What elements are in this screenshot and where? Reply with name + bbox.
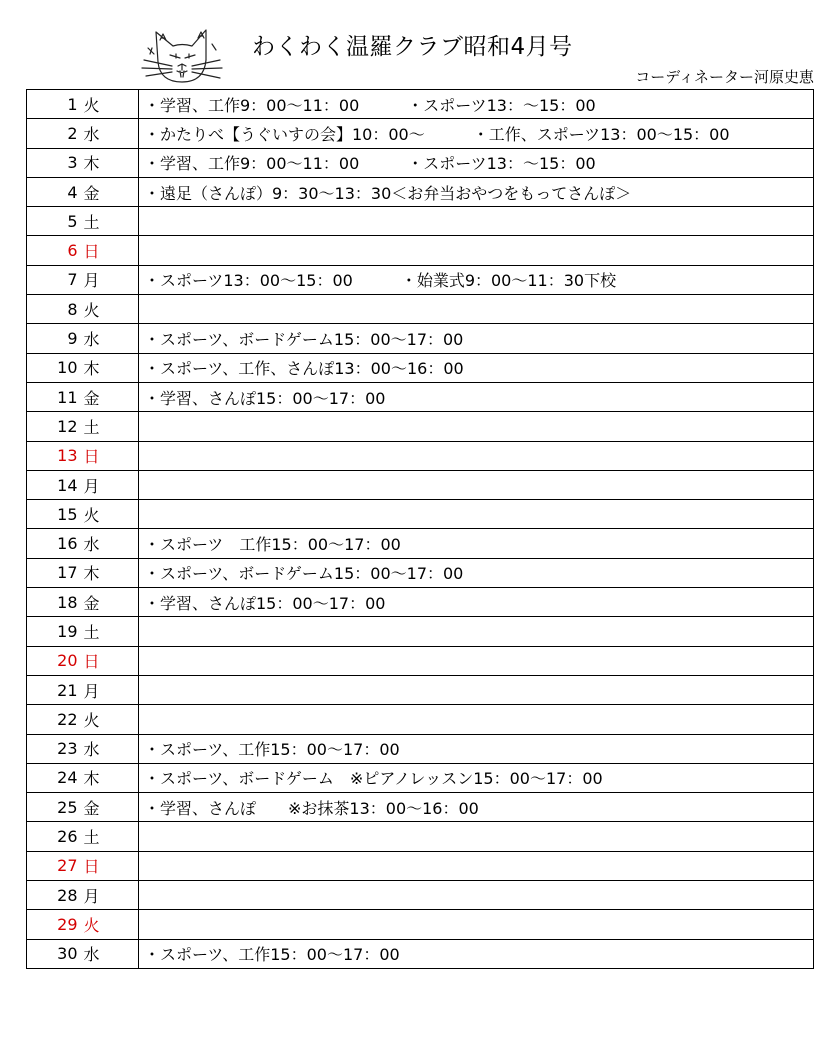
schedule-row [27, 734, 814, 763]
schedule-row [27, 353, 814, 382]
day-number: 18 [27, 588, 81, 617]
schedule-table [26, 89, 814, 969]
day-events [139, 207, 814, 236]
schedule-row [27, 705, 814, 734]
schedule-row [27, 265, 814, 294]
day-events [139, 441, 814, 470]
schedule-row [27, 763, 814, 792]
day-number: 13 [27, 441, 81, 470]
day-events [139, 939, 814, 968]
day-number: 25 [27, 793, 81, 822]
event-item: ・学習、さんぽ15：00～17：00 [144, 593, 386, 613]
day-events [139, 675, 814, 704]
day-of-week: 木 [81, 353, 139, 382]
schedule-row [27, 939, 814, 968]
day-of-week: 日 [81, 646, 139, 675]
schedule-row [27, 910, 814, 939]
day-of-week: 金 [81, 793, 139, 822]
schedule-row [27, 470, 814, 499]
day-of-week: 月 [81, 470, 139, 499]
schedule-row [27, 412, 814, 441]
day-events [139, 382, 814, 411]
event-item: ・スポーツ、ボードゲーム15：00～17：00 [144, 564, 464, 584]
day-number: 14 [27, 470, 81, 499]
day-events [139, 119, 814, 148]
day-number: 5 [27, 207, 81, 236]
day-of-week: 土 [81, 207, 139, 236]
schedule-row [27, 295, 814, 324]
day-events [139, 763, 814, 792]
day-number: 8 [27, 295, 81, 324]
day-number: 15 [27, 500, 81, 529]
schedule-row [27, 646, 814, 675]
event-item: ・スポーツ 工作15：00～17：00 [144, 535, 401, 555]
day-events [139, 500, 814, 529]
event-item: ・スポーツ13：00～15：00 [144, 271, 353, 291]
day-events [139, 822, 814, 851]
schedule-row [27, 793, 814, 822]
day-events [139, 177, 814, 206]
day-events [139, 588, 814, 617]
day-events [139, 881, 814, 910]
schedule-row [27, 177, 814, 206]
day-of-week: 月 [81, 881, 139, 910]
page-header [0, 0, 838, 90]
day-events [139, 148, 814, 177]
day-number: 24 [27, 763, 81, 792]
day-events [139, 793, 814, 822]
day-events [139, 646, 814, 675]
day-of-week: 日 [81, 441, 139, 470]
day-of-week: 木 [81, 558, 139, 587]
day-of-week: 土 [81, 822, 139, 851]
page-title: わくわく温羅クラブ昭和4月号 [252, 34, 573, 60]
event-item: ・遠足（さんぽ）9：30～13：30＜お弁当おやつをもってさんぽ＞ [144, 183, 632, 203]
day-events [139, 353, 814, 382]
schedule-row [27, 675, 814, 704]
day-of-week: 土 [81, 412, 139, 441]
event-item: ・スポーツ、ボードゲーム15：00～17：00 [144, 330, 464, 350]
day-number: 2 [27, 119, 81, 148]
day-of-week: 火 [81, 500, 139, 529]
schedule-row [27, 324, 814, 353]
day-of-week: 火 [81, 295, 139, 324]
day-number: 1 [27, 90, 81, 119]
day-events [139, 90, 814, 119]
day-of-week: 火 [81, 910, 139, 939]
day-of-week: 日 [81, 236, 139, 265]
day-number: 23 [27, 734, 81, 763]
event-item: ・スポーツ、工作15：00～17：00 [144, 945, 400, 965]
schedule-row [27, 881, 814, 910]
schedule-row [27, 851, 814, 880]
day-events [139, 265, 814, 294]
day-number: 20 [27, 646, 81, 675]
day-of-week: 水 [81, 529, 139, 558]
event-item: ・スポーツ13：～15：00 [407, 95, 596, 115]
day-number: 19 [27, 617, 81, 646]
day-number: 7 [27, 265, 81, 294]
day-events [139, 412, 814, 441]
day-number: 22 [27, 705, 81, 734]
schedule-row [27, 441, 814, 470]
day-number: 6 [27, 236, 81, 265]
day-of-week: 金 [81, 177, 139, 206]
day-number: 17 [27, 558, 81, 587]
event-item: ・スポーツ、工作15：00～17：00 [144, 740, 400, 760]
day-of-week: 火 [81, 90, 139, 119]
event-item: ・学習、さんぽ15：00～17：00 [144, 388, 386, 408]
day-events [139, 910, 814, 939]
day-number: 3 [27, 148, 81, 177]
day-number: 21 [27, 675, 81, 704]
event-item: ・スポーツ、ボードゲーム ※ピアノレッスン15：00～17：00 [144, 769, 603, 789]
schedule-row [27, 588, 814, 617]
day-of-week: 水 [81, 734, 139, 763]
day-of-week: 木 [81, 763, 139, 792]
day-of-week: 水 [81, 324, 139, 353]
schedule-row [27, 207, 814, 236]
day-events [139, 324, 814, 353]
day-number: 26 [27, 822, 81, 851]
cat-doodle-icon [140, 22, 224, 88]
event-item: ・かたりべ【うぐいすの会】10：00～ [144, 124, 425, 144]
day-events [139, 734, 814, 763]
day-events [139, 617, 814, 646]
day-of-week: 金 [81, 588, 139, 617]
day-number: 10 [27, 353, 81, 382]
schedule-row [27, 236, 814, 265]
day-events [139, 558, 814, 587]
event-item: ・スポーツ、工作、さんぽ13：00～16：00 [144, 359, 464, 379]
schedule-row [27, 90, 814, 119]
schedule-row [27, 617, 814, 646]
schedule-row [27, 822, 814, 851]
schedule-row [27, 148, 814, 177]
day-events [139, 705, 814, 734]
day-events [139, 295, 814, 324]
event-item: ・始業式9：00～11：30下校 [400, 271, 617, 291]
schedule-row [27, 119, 814, 148]
day-of-week: 水 [81, 119, 139, 148]
event-item: ・学習、工作9：00～11：00 [144, 154, 360, 174]
day-of-week: 火 [81, 705, 139, 734]
schedule-row [27, 500, 814, 529]
day-of-week: 土 [81, 617, 139, 646]
coordinator-name: コーディネーター河原史恵 [635, 68, 814, 86]
day-number: 4 [27, 177, 81, 206]
day-events [139, 529, 814, 558]
schedule-body [27, 90, 814, 969]
day-of-week: 日 [81, 851, 139, 880]
day-of-week: 月 [81, 675, 139, 704]
day-number: 29 [27, 910, 81, 939]
schedule-row [27, 558, 814, 587]
event-item: ・学習、さんぽ ※お抹茶13：00～16：00 [144, 798, 479, 818]
day-of-week: 水 [81, 939, 139, 968]
day-number: 28 [27, 881, 81, 910]
event-item: ・学習、工作9：00～11：00 [144, 95, 360, 115]
day-of-week: 月 [81, 265, 139, 294]
schedule-row [27, 382, 814, 411]
day-of-week: 木 [81, 148, 139, 177]
day-number: 27 [27, 851, 81, 880]
day-events [139, 236, 814, 265]
day-events [139, 470, 814, 499]
event-item: ・工作、スポーツ13：00～15：00 [472, 124, 730, 144]
day-of-week: 金 [81, 382, 139, 411]
day-number: 11 [27, 382, 81, 411]
day-events [139, 851, 814, 880]
schedule-row [27, 529, 814, 558]
day-number: 9 [27, 324, 81, 353]
day-number: 12 [27, 412, 81, 441]
day-number: 30 [27, 939, 81, 968]
day-number: 16 [27, 529, 81, 558]
event-item: ・スポーツ13：～15：00 [407, 154, 596, 174]
